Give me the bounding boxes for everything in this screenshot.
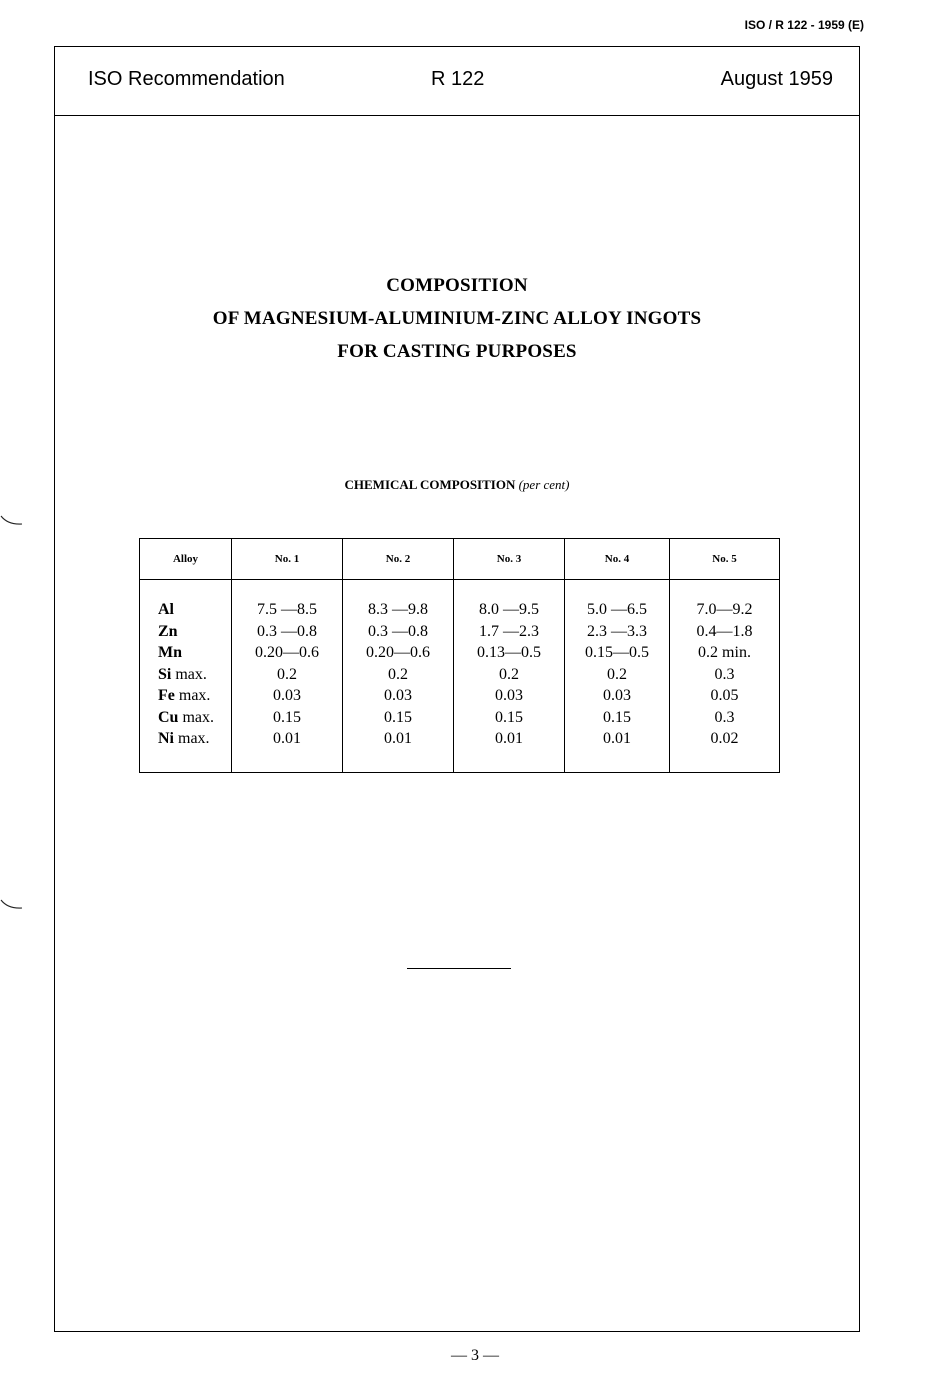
table-cell: 0.02 bbox=[670, 728, 780, 750]
table-header-row bbox=[140, 539, 780, 580]
table-cell: 0.15 bbox=[343, 707, 454, 729]
header-type: ISO Recommendation bbox=[88, 68, 285, 90]
table-cell: 0.15 bbox=[232, 707, 343, 729]
composition-table bbox=[139, 538, 780, 773]
table-row bbox=[140, 728, 780, 750]
table-cell: 0.15 bbox=[565, 707, 670, 729]
table-cell: 0.01 bbox=[343, 728, 454, 750]
table-cell: 0.2 bbox=[454, 664, 565, 686]
element-symbol: Cu bbox=[158, 708, 179, 726]
column-header-alloy: Alloy bbox=[140, 539, 232, 580]
table-cell: 0.3 bbox=[670, 707, 780, 729]
table-cell: 0.2 bbox=[232, 664, 343, 686]
document-code: ISO / R 122 - 1959 (E) bbox=[744, 18, 864, 32]
column-header-no2: No. 2 bbox=[343, 539, 454, 580]
page-number: — 3 — bbox=[451, 1347, 499, 1364]
table-cell: 1.7 —2.3 bbox=[454, 621, 565, 643]
table-cell: 0.4—1.8 bbox=[670, 621, 780, 643]
title-line-2: OF MAGNESIUM-ALUMINIUM-ZINC ALLOY INGOTS bbox=[212, 308, 702, 329]
table-cell: 0.13—0.5 bbox=[454, 642, 565, 664]
table-caption-unit: (per cent) bbox=[518, 477, 570, 492]
table-cell: 0.03 bbox=[565, 685, 670, 707]
table-cell: 0.01 bbox=[454, 728, 565, 750]
table-cell: 0.2 bbox=[343, 664, 454, 686]
table-cell: 7.0—9.2 bbox=[670, 599, 780, 621]
column-header-no4: No. 4 bbox=[565, 539, 670, 580]
header-number: R 122 bbox=[431, 68, 485, 90]
title-line-3: FOR CASTING PURPOSES bbox=[337, 341, 577, 362]
separator-rule bbox=[407, 968, 511, 969]
element-suffix: max. bbox=[178, 730, 210, 747]
table-row bbox=[140, 642, 780, 664]
table-cell: 0.01 bbox=[565, 728, 670, 750]
title-line-1: COMPOSITION bbox=[386, 275, 528, 296]
table-row bbox=[140, 707, 780, 729]
table-row bbox=[140, 664, 780, 686]
table-cell: 0.20—0.6 bbox=[343, 642, 454, 664]
table-cell: 0.03 bbox=[343, 685, 454, 707]
column-header-no3: No. 3 bbox=[454, 539, 565, 580]
table-cell: 0.3 —0.8 bbox=[343, 621, 454, 643]
document-title bbox=[55, 269, 859, 368]
table-cell: 0.01 bbox=[232, 728, 343, 750]
recommendation-header bbox=[55, 47, 859, 116]
table-cell: 0.15 bbox=[454, 707, 565, 729]
table-cell: 8.3 —9.8 bbox=[343, 599, 454, 621]
table-cell: 5.0 —6.5 bbox=[565, 599, 670, 621]
table-cell: 0.03 bbox=[232, 685, 343, 707]
table-row bbox=[140, 685, 780, 707]
table-cell: 0.03 bbox=[454, 685, 565, 707]
table-cell: 0.05 bbox=[670, 685, 780, 707]
element-symbol: Mn bbox=[158, 644, 182, 661]
page-frame bbox=[54, 46, 860, 1332]
element-symbol: Si bbox=[158, 665, 172, 683]
table-cell: 0.15—0.5 bbox=[565, 642, 670, 664]
table-caption-main: CHEMICAL COMPOSITION bbox=[344, 477, 516, 492]
column-header-no5: No. 5 bbox=[670, 539, 780, 580]
column-header-no1: No. 1 bbox=[232, 539, 343, 580]
element-symbol: Fe bbox=[158, 687, 175, 704]
element-symbol: Ni bbox=[158, 730, 174, 747]
table-cell: 0.3 bbox=[670, 664, 780, 686]
table-row bbox=[140, 599, 780, 621]
binding-mark bbox=[0, 898, 24, 912]
element-suffix: max. bbox=[182, 708, 214, 726]
table-cell: 0.2 bbox=[565, 664, 670, 686]
table-caption bbox=[55, 477, 859, 493]
header-date: August 1959 bbox=[720, 68, 833, 90]
table-cell: 0.20—0.6 bbox=[232, 642, 343, 664]
table-cell: 7.5 —8.5 bbox=[232, 599, 343, 621]
table-cell: 0.3 —0.8 bbox=[232, 621, 343, 643]
table-cell: 0.2 min. bbox=[670, 642, 780, 664]
table-cell: 8.0 —9.5 bbox=[454, 599, 565, 621]
table-cell: 2.3 —3.3 bbox=[565, 621, 670, 643]
table-row bbox=[140, 621, 780, 643]
element-symbol: Zn bbox=[158, 622, 178, 640]
element-suffix: max. bbox=[175, 665, 207, 683]
binding-mark bbox=[0, 514, 24, 528]
element-symbol: Al bbox=[158, 601, 174, 618]
element-suffix: max. bbox=[178, 687, 211, 704]
